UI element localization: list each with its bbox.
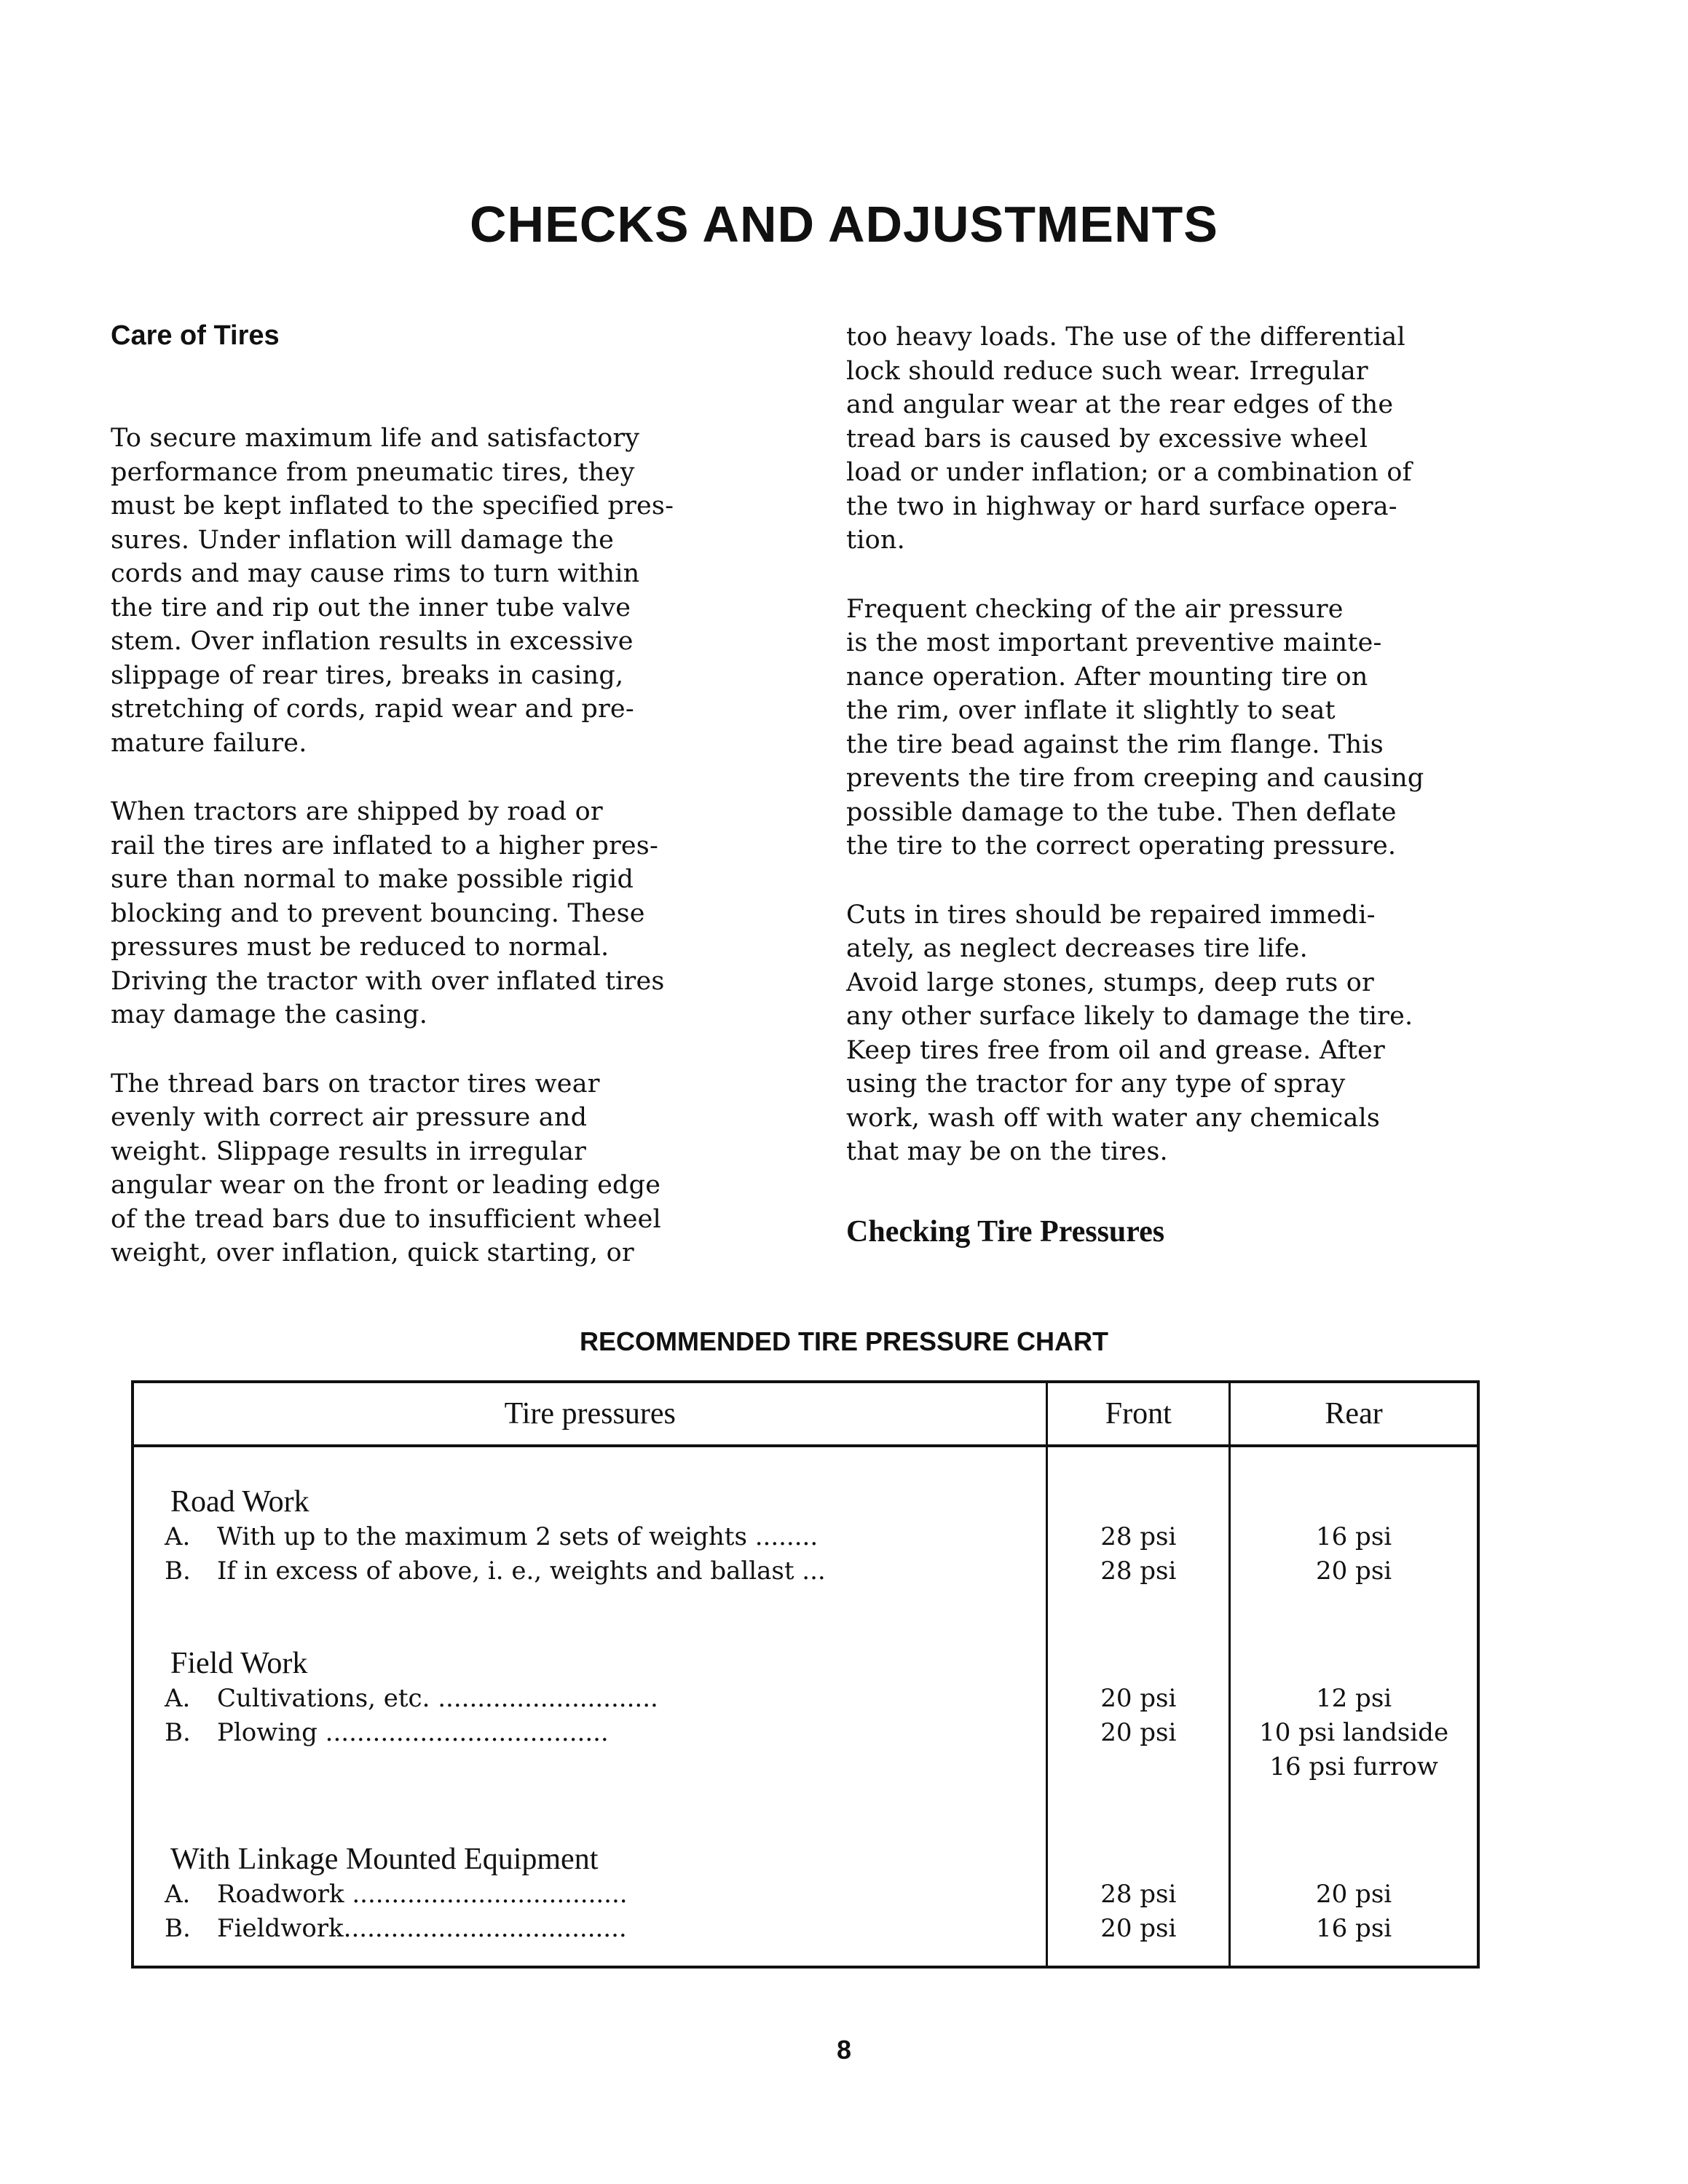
row-description: With up to the maximum 2 sets of weights ........ (217, 1522, 819, 1551)
rear-group-linkage (1231, 1841, 1477, 1946)
column-header-tire-pressures: Tire pressures (133, 1382, 1047, 1446)
front-value: 28 psi (1100, 1880, 1177, 1909)
page-title: CHECKS AND ADJUSTMENTS (470, 196, 1218, 253)
paragraph: Frequent checking of the air pressure is the most important preventive mainte- nance operation. After mounting tire on the rim, over inflate it slightly to seat the tire bead against the rim flange. This prevents the tire from creeping and causing possible damage to the tube. Then deflate the tire to the correct operating pressure. (846, 594, 1424, 860)
column-header-front: Front (1047, 1382, 1230, 1446)
front-value: 20 psi (1100, 1914, 1177, 1943)
rear-group-road-work (1231, 1484, 1477, 1588)
row-description: Roadwork ................................... (217, 1880, 628, 1909)
rear-value: 20 psi (1315, 1556, 1392, 1586)
group-field-work (134, 1645, 1046, 1784)
rear-column (1230, 1446, 1478, 1967)
table-row (134, 1520, 1046, 1554)
rear-value: 20 psi (1315, 1880, 1392, 1909)
row-letter: B. (165, 1914, 191, 1943)
row-letter: A. (165, 1880, 191, 1909)
row-description: Fieldwork.................................... (217, 1914, 627, 1943)
tire-pressure-table (131, 1380, 1480, 1969)
group-label: With Linkage Mounted Equipment (170, 1843, 599, 1876)
spacer (1048, 1841, 1228, 1878)
paragraph: When tractors are shipped by road or rail the tires are inflated to a higher pres- sure than normal to make possible rigid blocking and to prevent bouncing. These pressures must be reduced to normal. Driving the tractor with over inflated tires may damage the casing. (111, 797, 665, 1029)
table-row (134, 1716, 1046, 1750)
group-label: Field Work (170, 1647, 308, 1680)
description-column (133, 1446, 1047, 1967)
table-row (134, 1554, 1046, 1588)
paragraph: Cuts in tires should be repaired immedi- ately, as neglect decreases tire life. Avoid large stones, stumps, deep ruts or any other surface likely to damage the tire. Keep tires free from oil and grease. After using the tractor for any type of spray work, wash off with water any chemicals that may be on the tires. (846, 900, 1413, 1166)
rear-value: 16 psi furrow (1269, 1752, 1438, 1781)
group-linkage-mounted-equipment (134, 1841, 1046, 1946)
rear-value: 12 psi (1315, 1684, 1392, 1713)
table-row (134, 1878, 1046, 1912)
table-header-row (133, 1382, 1478, 1446)
table-body-row (133, 1446, 1478, 1967)
row-description: Cultivations, etc. ............................ (217, 1684, 658, 1713)
section-heading-care-of-tires: Care of Tires (111, 320, 280, 351)
front-column (1047, 1446, 1230, 1967)
group-road-work (134, 1484, 1046, 1588)
rear-group-field-work (1231, 1645, 1477, 1784)
front-group-road-work (1048, 1484, 1228, 1588)
spacer (1048, 1645, 1228, 1682)
left-column (111, 320, 788, 1305)
rear-value: 16 psi (1315, 1914, 1392, 1943)
table-row (134, 1912, 1046, 1946)
spacer (1231, 1484, 1477, 1520)
row-description: Plowing .................................... (217, 1718, 609, 1747)
front-value: 20 psi (1100, 1684, 1177, 1713)
right-column (846, 320, 1531, 1249)
paragraph: The thread bars on tractor tires wear evenly with correct air pressure and weight. Slippage results in irregular angular wear on the front or leading edge of the tread bars due to insufficient wheel weight, over inflation, quick starting, or (111, 1069, 661, 1267)
spacer (1231, 1645, 1477, 1682)
rear-value: 16 psi (1315, 1522, 1392, 1551)
front-value: 28 psi (1100, 1556, 1177, 1586)
front-group-field-work (1048, 1645, 1228, 1784)
row-description: If in excess of above, i. e., weights and ballast ... (217, 1556, 826, 1586)
row-letter: A. (165, 1684, 191, 1713)
chart-title: RECOMMENDED TIRE PRESSURE CHART (579, 1326, 1109, 1356)
table-row (134, 1682, 1046, 1716)
group-label: Road Work (170, 1485, 309, 1519)
front-group-linkage (1048, 1841, 1228, 1946)
row-letter: A. (165, 1522, 191, 1551)
row-letter: B. (165, 1556, 191, 1586)
page-number: 8 (836, 2035, 852, 2065)
spacer (1231, 1841, 1477, 1878)
paragraph: To secure maximum life and satisfactory performance from pneumatic tires, they must be kept inflated to the specified pres- sures. Under inflation will damage the cords and may cause rims to turn within the tire and rip out the inner tube valve stem. Over inflation results in excessive slippage of rear tires, breaks in casing, stretching of cords, rapid wear and pre- mature failure. (111, 424, 674, 758)
blank-line (1048, 1750, 1228, 1784)
paragraph: too heavy loads. The use of the differential lock should reduce such wear. Irregular and angular wear at the rear edges of the tread bars is caused by excessive wheel load or under inflation; or a combination of the two in highway or hard surface opera- tion. (846, 323, 1412, 555)
row-letter: B. (165, 1718, 191, 1747)
blank-line (134, 1750, 1046, 1784)
subheading-checking-tire-pressures: Checking Tire Pressures (846, 1214, 1165, 1249)
front-value: 28 psi (1100, 1522, 1177, 1551)
spacer (1048, 1484, 1228, 1520)
column-header-rear: Rear (1230, 1382, 1478, 1446)
front-value: 20 psi (1100, 1718, 1177, 1747)
rear-value: 10 psi landside (1259, 1718, 1449, 1747)
